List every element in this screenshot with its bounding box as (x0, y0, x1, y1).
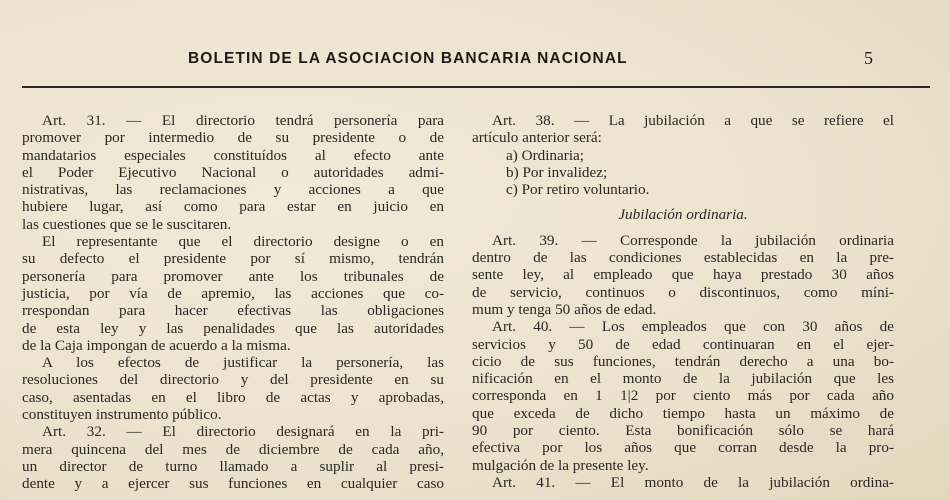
text-line: Art. 39. — Corresponde la jubilación ordinaria (492, 231, 894, 249)
text-line: el Poder Ejecutivo Nacional o autoridades admi- (22, 163, 444, 181)
text-line: justicia, por vía de apremio, las acciones que co- (22, 284, 444, 302)
text-line: nificación en el monto de la jubilación que les (472, 370, 894, 388)
text-line: de servicio, continuos o discontinuos, como míni- (472, 283, 894, 301)
page-header (188, 50, 888, 74)
text-line: que exceda de dicho tiempo hasta un máximo de (472, 404, 894, 422)
text-line: mera quincena del mes de diciembre de cada año, (22, 440, 444, 458)
text-line: corresponda en 1 1|2 por ciento más por cada año (472, 387, 894, 405)
text-line: nistrativas, las reclamaciones y acciones a que (22, 181, 444, 199)
text-line: Art. 38. — La jubilación a que se refiere el (492, 112, 894, 129)
text-line: caso, asentadas en el libro de actas y aprobadas, (22, 388, 444, 406)
text-line: de la Caja impongan de acuerdo a la misma. (22, 336, 291, 354)
text-line: cicio de sus funciones, tendrán derecho a una bo- (472, 352, 894, 370)
text-line: Art. 32. — El directorio designará en la pri- (42, 423, 444, 441)
text-line: artículo anterior será: (472, 129, 602, 147)
text-line: las cuestiones que se le suscitaren. (22, 215, 232, 233)
text-line: dentro de las condiciones establecidas en la pre- (472, 249, 894, 267)
text-line: un director de turno llamado a suplir al presi- (22, 457, 444, 475)
text-line: mum y tenga 50 años de edad. (472, 300, 657, 318)
text-line: mandatarios especiales constituídos al efecto ante (22, 146, 444, 164)
text-line: de esta ley y las penalidades que las autoridades (22, 319, 444, 337)
text-line: rrespondan para hacer efectivas las obligaciones (22, 302, 444, 320)
text-line: Art. 31. — El directorio tendrá personería para (42, 112, 444, 129)
text-line: sente ley, al empleado que haya prestado 30 años (472, 266, 894, 284)
text-line: constituyen instrumento público. (22, 406, 222, 424)
bulletin-title: BOLETIN DE LA ASOCIACION BANCARIA NACIONAL (188, 50, 628, 67)
text-line: El representante que el directorio designe o en (42, 233, 444, 251)
page-number: 5 (864, 48, 873, 68)
text-line: resoluciones del directorio y del presidente en su (22, 371, 444, 389)
list-item: c) Por retiro voluntario. (506, 181, 650, 199)
text-line: A los efectos de justificar la personería, las (42, 354, 444, 372)
text-line: personería para promover ante los tribunales de (22, 267, 444, 285)
list-item: b) Por invalidez; (506, 163, 608, 181)
header-rule (22, 86, 930, 88)
text-line: promover por intermedio de su presidente o de (22, 129, 444, 147)
text-line: hubiere lugar, así como para estar en juicio en (22, 198, 444, 216)
text-line: Art. 40. — Los empleados que con 30 años de (492, 318, 894, 336)
text-line: mulgación de la presente ley. (472, 456, 649, 474)
text-line: 90 por ciento. Esta bonificación sólo se hará (472, 422, 894, 440)
text-line: su defecto el presidente por sí mismo, tendrán (22, 250, 444, 268)
text-line: Art. 41. — El monto de la jubilación ordina- (492, 473, 894, 491)
left-column (22, 112, 444, 493)
list-item: a) Ordinaria; (506, 146, 585, 164)
text-line: servicios y 50 de edad continuaran en el ejer- (472, 335, 894, 353)
section-heading: Jubilación ordinaria. (618, 206, 748, 224)
text-line: efectiva por los años que corran desde la pro- (472, 439, 894, 457)
right-column (472, 112, 894, 491)
text-line: dente y a ejercer sus funciones en cualquier caso (22, 475, 444, 493)
